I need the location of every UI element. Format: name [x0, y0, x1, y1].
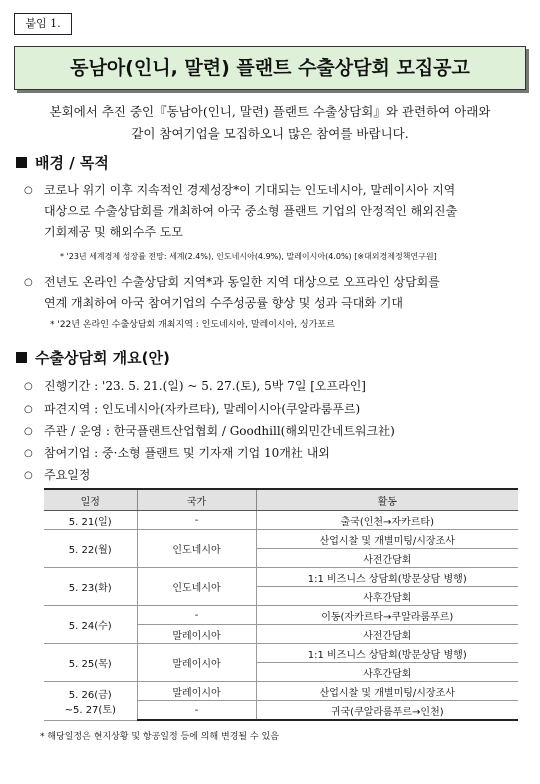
- cell-country: 말레이시아: [137, 625, 256, 644]
- header-activity: 활동: [256, 489, 518, 511]
- overview-item: 진행기간 : '23. 5. 21.(일) ~ 5. 27.(토), 5박 7일 [오프라인]: [44, 379, 366, 393]
- overview-item: 파견지역 : 인도네시아(자카르타), 말레이시아(쿠알라룸푸르): [44, 402, 361, 416]
- date-line: 5. 26(금): [68, 689, 112, 701]
- section-overview-heading: [16, 347, 170, 368]
- cell-country: -: [137, 511, 256, 530]
- cell-activity: 산업시찰 및 개별미팅/시장조사: [256, 530, 518, 549]
- cell-country: -: [137, 606, 256, 625]
- circle-bullet-icon: ○: [24, 277, 33, 288]
- cell-activity: 출국(인천→자카르타): [256, 511, 518, 530]
- cell-activity: 1:1 비즈니스 상담회(방문상담 병행): [256, 568, 518, 587]
- circle-bullet-icon: ○: [24, 470, 33, 481]
- header-date: 일정: [44, 489, 137, 511]
- circle-bullet-icon: ○: [24, 426, 33, 437]
- text-line: 기회제공 및 해외수주 도모: [44, 225, 183, 239]
- circle-bullet-icon: ○: [24, 448, 33, 459]
- cell-date: 5. 23(화): [44, 568, 137, 606]
- cell-activity: 사전간담회: [256, 625, 518, 644]
- region-footnote: * '22년 온라인 수출상담회 개최지역 : 인도네시아, 말레이시아, 싱가포르: [50, 320, 335, 330]
- cell-country: 말레이시아: [137, 682, 256, 701]
- header-country: 국가: [137, 489, 256, 511]
- schedule-table: [44, 488, 518, 721]
- text-line: 대상으로 수출상담회를 개최하여 아국 중소형 플랜트 기업의 안정적인 해외진출: [44, 204, 458, 218]
- text-line: 코로나 위기 이후 지속적인 경제성장*이 기대되는 인도네시아, 말레이시아 지역: [44, 183, 456, 197]
- cell-country: 말레이시아: [137, 644, 256, 682]
- circle-bullet-icon: ○: [24, 185, 33, 196]
- table-row: [44, 682, 518, 701]
- cell-activity: 사전간담회: [256, 549, 518, 568]
- background-item-1: [44, 180, 534, 243]
- table-row: [44, 606, 518, 625]
- cell-date: 5. 22(월): [44, 530, 137, 568]
- cell-country: 인도네시아: [137, 568, 256, 606]
- overview-item: 주관 / 운영 : 한국플랜트산업협회 / Goodhill(해외민간네트워크社): [44, 424, 395, 438]
- background-item-2: [44, 272, 534, 314]
- cell-date: 5. 25(목): [44, 644, 137, 682]
- overview-item: 주요일정: [44, 468, 91, 482]
- schedule-footnote: * 해당일정은 현지상황 및 항공일정 등에 의해 변경될 수 있음: [40, 732, 279, 742]
- cell-activity: 귀국(쿠알라룸푸르→인천): [256, 701, 518, 721]
- text-line: 연계 개최하여 아국 참여기업의 수주성공률 향상 및 성과 극대화 기대: [44, 296, 403, 310]
- date-line: ~5. 27(토): [64, 704, 116, 716]
- table-row: [44, 530, 518, 549]
- cell-date: 5. 21(일): [44, 511, 137, 530]
- circle-bullet-icon: ○: [24, 381, 33, 392]
- page-title: 동남아(인니, 말련) 플랜트 수출상담회 모집공고: [14, 46, 526, 90]
- cell-activity: 산업시찰 및 개별미팅/시장조사: [256, 682, 518, 701]
- table-row: [44, 511, 518, 530]
- cell-date: [44, 682, 137, 721]
- section-heading-text: 배경 / 목적: [35, 154, 109, 172]
- cell-activity: 사후간담회: [256, 587, 518, 606]
- cell-activity: 사후간담회: [256, 663, 518, 682]
- square-bullet-icon: [16, 157, 27, 168]
- section-heading-text: 수출상담회 개요(안): [35, 349, 170, 367]
- section-background-heading: [16, 152, 109, 173]
- text-line: 전년도 온라인 수출상담회 지역*과 동일한 지역 대상으로 오프라인 상담회를: [44, 275, 440, 289]
- intro-paragraph: [16, 101, 524, 145]
- table-row: [44, 568, 518, 587]
- square-bullet-icon: [16, 352, 27, 363]
- cell-activity: 이동(자카르타→쿠알라룸푸르): [256, 606, 518, 625]
- intro-line-2: 같이 참여기업을 모집하오니 많은 참여를 바랍니다.: [131, 126, 409, 141]
- intro-line-1: 본회에서 추진 중인『동남아(인니, 말련) 플랜트 수출상담회』와 관련하여 아래와: [49, 104, 491, 119]
- table-row: [44, 644, 518, 663]
- growth-footnote: * '23년 세계경제 성장률 전망: 세계(2.4%), 인도네시아(4.9%), 말레이시아(4.0%) [※대외경제정책연구원]: [60, 252, 437, 261]
- table-header-row: [44, 489, 518, 511]
- overview-item: 참여기업 : 중·소형 플랜트 및 기자재 기업 10개社 내외: [44, 446, 330, 460]
- attachment-label: 붙임 1.: [14, 13, 72, 35]
- cell-country: -: [137, 701, 256, 721]
- circle-bullet-icon: ○: [24, 404, 33, 415]
- cell-country: 인도네시아: [137, 530, 256, 568]
- cell-activity: 1:1 비즈니스 상담회(방문상담 병행): [256, 644, 518, 663]
- cell-date: 5. 24(수): [44, 606, 137, 644]
